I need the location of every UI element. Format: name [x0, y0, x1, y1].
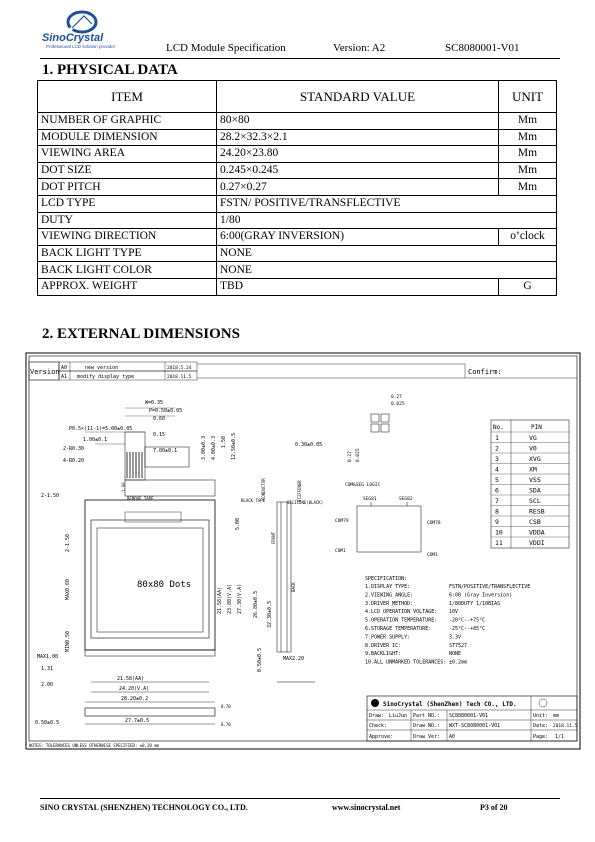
title-block — [367, 696, 578, 741]
dim-030: 0.30±0.05 — [295, 442, 323, 448]
spec-key: 3.DRIVER METHOD: — [365, 600, 414, 607]
dim-r2: 2-R0.30 — [63, 446, 85, 452]
dim-v-05: 0.50±0.5 — [257, 647, 263, 672]
pin-table — [491, 420, 569, 548]
logo-text: SinoCrystal — [42, 32, 104, 44]
mechanical-drawing — [25, 352, 581, 752]
bottom-view-outline — [85, 708, 215, 716]
dim-200: 2.00 — [41, 682, 54, 688]
table-row — [38, 162, 557, 179]
row-item: DUTY — [38, 212, 217, 229]
spec-value: ±0.2mm — [449, 659, 468, 666]
row-unit: Mm — [499, 146, 557, 163]
spec-key: 6.STORAGE TEMPERATURE: — [365, 626, 432, 632]
callout-remove-tape: REMOVE TAPE — [127, 496, 154, 501]
pin-name: RESB — [529, 507, 545, 516]
dim-025: 0.025 — [391, 402, 405, 407]
row-item: VIEWING AREA — [38, 146, 217, 163]
footer-website[interactable]: www.sinocrystal.net — [332, 803, 401, 812]
spec-value: 6:00 (Gray Inversion) — [449, 592, 513, 599]
table-row — [38, 146, 557, 163]
row-unit: Mm — [499, 179, 557, 196]
pin-number: 1 — [495, 434, 499, 442]
dim-0025: 0.025 — [356, 448, 361, 462]
dim-300: 3.00±0.3 — [201, 435, 207, 460]
pin-header-pin: PIN — [531, 424, 542, 431]
header-divider — [40, 58, 560, 59]
tb-draw-label: Draw: — [369, 713, 385, 719]
tb-draw-name: LiuJun — [389, 713, 408, 719]
dim-700: 7.00±0.1 — [153, 448, 178, 454]
spec-key: 5.OPERATION TEMPERATURE: — [365, 617, 438, 624]
table-row — [38, 262, 557, 279]
dim-100: 1.00±0.1 — [83, 437, 108, 443]
table-row — [38, 179, 557, 196]
pin-name: XM — [529, 465, 537, 474]
row-value: 6:00(GRAY INVERSION) — [217, 229, 499, 246]
pin-number: 6 — [495, 486, 499, 495]
dim-015: 0.15 — [153, 432, 166, 438]
spec-value: -20°C--+75°C — [449, 617, 486, 624]
projection-symbol-icon — [539, 699, 547, 707]
tb-approve-label: Approve: — [369, 734, 394, 740]
dim-v-500: 5.00 — [235, 517, 241, 530]
spec-title: SPECIFICATION: — [365, 576, 408, 582]
callout-front: FRONT — [271, 531, 276, 544]
row-item: APPROX. WEIGHT — [38, 278, 217, 295]
row-unit: Mm — [499, 162, 557, 179]
dim-050: 0.50±0.5 — [35, 720, 60, 726]
version-date-1: 2018.11.5 — [167, 375, 192, 380]
table-row — [38, 129, 557, 146]
row-unit: Mm — [499, 129, 557, 146]
row-value: 24.20×23.80 — [217, 146, 499, 163]
dim-027: 0.27 — [391, 395, 402, 400]
dim-100a: 1.00 — [121, 482, 126, 492]
spec-key: 10.ALL UNMARKED TOLERANCES: — [365, 659, 447, 666]
row-item: BACK LIGHT TYPE — [38, 245, 217, 262]
dim-400: 4.00±0.3 — [211, 435, 217, 460]
row-item: LCD TYPE — [38, 195, 217, 212]
doc-number: SC8080001-V01 — [445, 42, 520, 54]
doc-version: Version: A2 — [333, 42, 386, 54]
pin-header-no: No. — [493, 424, 504, 431]
callout-silicone: SILICONE(BLACK) — [287, 500, 324, 505]
pin-name: XVG — [529, 455, 541, 463]
table-header-row — [38, 81, 557, 113]
dim-min050: MIN0.50 — [65, 630, 71, 652]
pin-name: SDA — [529, 486, 541, 495]
spec-value: FSTN/POSITIVE/TRANSFLECTIVE — [449, 584, 531, 590]
confirm-label: Confirm: — [468, 368, 502, 376]
side-profile — [277, 502, 315, 682]
dim-060: 0.60 — [153, 416, 166, 422]
pin-number: 4 — [495, 465, 499, 474]
col-item: ITEM — [38, 81, 217, 113]
row-item: MODULE DIMENSION — [38, 129, 217, 146]
dim-150: 1.50 — [221, 435, 227, 448]
version-label: Version — [30, 368, 60, 376]
com-label-1b: COM1 — [427, 553, 438, 558]
footer-page: P3 of 20 — [480, 803, 508, 812]
pin-name: CSB — [529, 518, 541, 526]
dim-w: W=0.35 — [145, 400, 164, 406]
row-item: DOT SIZE — [38, 162, 217, 179]
tb-part-label: Part NO.: — [413, 713, 441, 719]
dim-1250: 12.50±0.5 — [231, 432, 237, 460]
tb-date: 2018.11.5 — [553, 724, 578, 729]
dim-p: P=0.50±0.05 — [149, 408, 183, 414]
spec-key: 4.LCD OPERATION VOLTAGE: — [365, 609, 438, 616]
col-unit: UNIT — [499, 81, 557, 113]
row-value: 80×80 — [217, 113, 499, 130]
dim-2-150b: 2-1.50 — [65, 533, 71, 552]
callout-black-tape: BLACK TAPE — [241, 498, 266, 503]
row-value: 0.27×0.27 — [217, 179, 499, 196]
table-row — [38, 229, 557, 246]
drawing-notes: NOTES: TOLERANCES UNLESS OTHERWISE SPECIFIED: ±0.20 mm — [29, 743, 160, 748]
version-rev-0: A0 — [61, 365, 68, 371]
pin-name: VG — [529, 434, 537, 442]
tb-page: 1/1 — [555, 734, 565, 740]
dim-va-width: 24.20(V.A) — [119, 686, 150, 692]
fpc-pins — [127, 452, 142, 478]
dim-max220: MAX2.20 — [283, 656, 305, 662]
dim-v-outline: 27.30(V.A) — [237, 583, 243, 614]
dim-p05: P0.5×(11-1)=5.00±0.05 — [69, 426, 133, 432]
section-heading-physical-data: 1. PHYSICAL DATA — [42, 62, 178, 78]
lcd-outline — [85, 500, 215, 650]
pin-number: 10 — [495, 528, 503, 537]
row-unit: G — [499, 278, 557, 295]
row-value: TBD — [217, 278, 499, 295]
tb-drawver: A0 — [449, 734, 456, 740]
dim-277: 27.7±0.5 — [125, 718, 150, 724]
table-row — [38, 245, 557, 262]
com-seg-diagram — [357, 502, 421, 552]
com-seg-title: COM&SEG LOGIC — [345, 483, 381, 488]
col-standard-value: STANDARD VALUE — [217, 81, 499, 113]
spec-key: 7.POWER SUPPLY: — [365, 634, 411, 641]
tb-page-label: Page: — [533, 734, 549, 740]
viewing-area — [91, 520, 209, 638]
dim-outline-width: 28.20±0.2 — [121, 696, 149, 702]
spec-key: 8.DRIVER IC: — [365, 642, 402, 649]
row-item: BACK LIGHT COLOR — [38, 262, 217, 279]
dim-v-aa: 21.58(AA) — [217, 586, 223, 614]
spec-key: 2.VIEWING ANGLE: — [365, 592, 414, 599]
spec-value: 3.3V — [449, 634, 462, 641]
row-value: NONE — [217, 262, 557, 279]
com-label-79: COM79 — [335, 519, 349, 524]
row-item: VIEWING DIRECTION — [38, 229, 217, 246]
seg-label-81: SEG81 — [363, 497, 377, 502]
pin-name: VDDI — [529, 539, 545, 547]
section-heading-external-dimensions: 2. EXTERNAL DIMENSIONS — [42, 326, 240, 342]
vertical-dims — [65, 433, 273, 672]
display-label: 80x80 Dots — [137, 580, 192, 590]
row-value: 0.245×0.245 — [217, 162, 499, 179]
pin-number: 3 — [495, 455, 499, 463]
table-row — [38, 113, 557, 130]
pin-name: V0 — [529, 444, 537, 453]
doc-title: LCD Module Specification — [166, 42, 286, 54]
physical-data-table — [37, 80, 557, 296]
tb-date-label: Date: — [533, 723, 549, 729]
company-mark-icon — [371, 699, 379, 707]
dim-v-total: 32.30±0.5 — [267, 600, 273, 628]
dim-2-150: 2-1.50 — [41, 493, 60, 499]
version-desc-1: modify display type — [77, 374, 135, 380]
spec-key: 9.BACKLIGHT: — [365, 651, 402, 658]
footer-divider — [40, 798, 560, 799]
tb-drawno-label: Draw NO.: — [413, 723, 441, 729]
row-value: NONE — [217, 245, 557, 262]
tb-drawno: WXT-SC8080001-V01 — [449, 723, 501, 729]
logo-tagline: Professional LCD solution provider — [46, 44, 116, 49]
pin-number: 2 — [495, 444, 499, 453]
row-item: NUMBER OF GRAPHIC — [38, 113, 217, 130]
dim-r4: 4-R0.20 — [63, 458, 85, 464]
callout-back: BACK — [291, 582, 296, 592]
tb-unit-label: Unit: — [533, 713, 549, 719]
dim-131: 1.31 — [41, 666, 54, 672]
table-row — [38, 195, 557, 212]
dim-v-va: 23.80(V.A) — [227, 583, 233, 614]
tb-company: SinoCrystal (ShenZhen) Tech CO., LTD. — [383, 701, 517, 708]
callout-stiffener: STIFFENER — [297, 480, 302, 502]
row-value: 28.2×32.3×2.1 — [217, 129, 499, 146]
spec-value: -25°C--+85°C — [449, 626, 486, 632]
spec-key: 1.DISPLAY TYPE: — [365, 584, 411, 590]
tb-part: SC8080001-V01 — [449, 713, 489, 719]
row-item: DOT PITCH — [38, 179, 217, 196]
row-value: FSTN/ POSITIVE/TRANSFLECTIVE — [217, 195, 557, 212]
dim-070b: 0.70 — [221, 722, 231, 727]
pin-number: 7 — [495, 497, 499, 505]
pin-number: 11 — [495, 539, 503, 547]
spec-value: ST7527 — [449, 642, 468, 649]
pin-name: VSS — [529, 476, 541, 484]
pin-name: SCL — [529, 497, 541, 505]
seg-label-82: SEG82 — [399, 497, 413, 502]
table-row — [38, 212, 557, 229]
spec-value: 1/80DUTY 1/10BIAS — [449, 600, 501, 607]
tb-drawver-label: Draw Ver: — [413, 734, 441, 740]
table-row — [38, 278, 557, 295]
dim-v-26: 26.80±0.5 — [253, 590, 259, 618]
version-desc-0: new version — [85, 365, 119, 371]
dim-max100: MAX1.00 — [37, 654, 59, 660]
com-label-78: COM78 — [427, 521, 441, 526]
dim-027b: 0.27 — [348, 451, 353, 462]
callout-conductor: CONDUCTOR — [261, 478, 266, 500]
tb-check-label: Check: — [369, 723, 388, 729]
version-rev-1: A1 — [61, 374, 68, 380]
dim-max060: MAX0.60 — [65, 578, 71, 600]
pin-number: 5 — [495, 476, 499, 484]
drawing-svg — [25, 352, 581, 752]
pixel-detail — [371, 414, 389, 432]
footer-company: SINO CRYSTAL (SHENZHEN) TECHNOLOGY CO., LTD. — [40, 803, 248, 812]
dim-aa-width: 21.58(AA) — [117, 676, 145, 682]
pin-name: VDDA — [529, 528, 545, 537]
dim-070: 0.70 — [221, 704, 231, 709]
version-date-0: 2018.5.24 — [167, 366, 192, 371]
spec-value: NONE — [449, 651, 462, 658]
pin-number: 9 — [495, 518, 499, 526]
row-unit: Mm — [499, 113, 557, 130]
tb-unit: mm — [553, 713, 560, 719]
spec-value: 10V — [449, 609, 459, 616]
com-label-1: COM1 — [335, 549, 346, 554]
pin-number: 8 — [495, 507, 499, 516]
row-value: 1/80 — [217, 212, 557, 229]
row-unit: o’clock — [499, 229, 557, 246]
